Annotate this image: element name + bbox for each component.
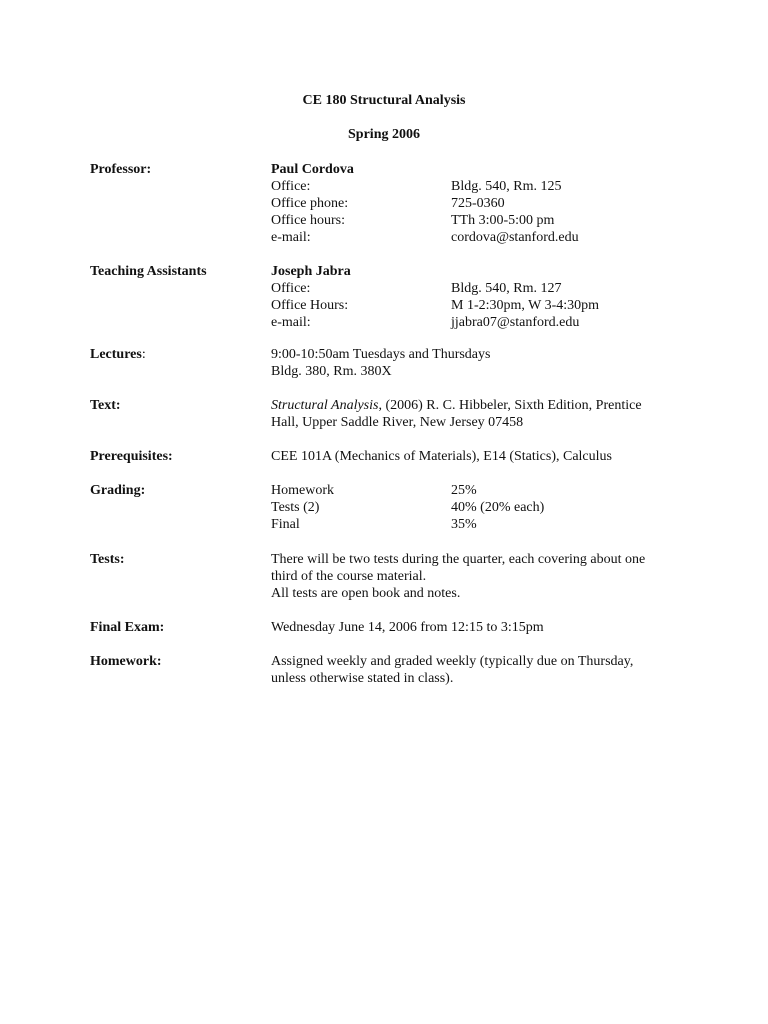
- professor-office-value: Bldg. 540, Rm. 125: [451, 179, 562, 194]
- lectures-label-colon: :: [141, 347, 146, 362]
- professor-office-key: Office:: [271, 179, 311, 194]
- grading-final-value: 35%: [451, 517, 477, 532]
- ta-keys: [271, 280, 348, 331]
- term-text: Spring 2006: [348, 127, 420, 142]
- final-exam-value: Wednesday June 14, 2006 from 12:15 to 3:15pm: [271, 620, 544, 635]
- grading-tests-key: Tests (2): [271, 500, 320, 515]
- lectures-label: [90, 346, 146, 363]
- tests-label: Tests:: [90, 552, 125, 567]
- text-info: [271, 397, 677, 431]
- final-exam-label: Final Exam:: [90, 620, 165, 635]
- text-line-2: Hall, Upper Saddle River, New Jersey 07458: [271, 415, 524, 430]
- professor-phone-value: 725-0360: [451, 196, 505, 211]
- grading-homework-key: Homework: [271, 483, 334, 498]
- text-book-title: Structural Analysis: [271, 398, 379, 413]
- professor-name: Paul Cordova: [271, 162, 354, 177]
- ta-email-key: e-mail:: [271, 315, 311, 330]
- ta-office-key: Office:: [271, 281, 311, 296]
- tests-line-1: There will be two tests during the quarter, each covering about one: [271, 552, 646, 567]
- professor-hours-value: TTh 3:00-5:00 pm: [451, 213, 555, 228]
- professor-values: [451, 178, 579, 246]
- ta-label: Teaching Assistants: [90, 264, 207, 279]
- grading-final-key: Final: [271, 517, 300, 532]
- tests-info: [271, 551, 677, 602]
- grading-tests-value: 40% (20% each): [451, 500, 545, 515]
- grading-label: Grading:: [90, 483, 146, 498]
- ta-office-value: Bldg. 540, Rm. 127: [451, 281, 562, 296]
- ta-hours-value: M 1-2:30pm, W 3-4:30pm: [451, 298, 600, 313]
- prerequisites-value: CEE 101A (Mechanics of Materials), E14 (Statics), Calculus: [271, 449, 612, 464]
- grading-values: [451, 482, 544, 533]
- professor-phone-key: Office phone:: [271, 196, 349, 211]
- professor-keys: [271, 178, 348, 246]
- lectures-info: [271, 346, 490, 380]
- term-heading: [0, 126, 768, 143]
- grading-homework-value: 25%: [451, 483, 477, 498]
- text-line-1-rest: , (2006) R. C. Hibbeler, Sixth Edition, Prentice: [378, 398, 642, 413]
- tests-line-2: third of the course material.: [271, 569, 427, 584]
- professor-email-key: e-mail:: [271, 230, 311, 245]
- homework-label: Homework:: [90, 654, 162, 669]
- homework-info: [271, 653, 677, 687]
- lectures-room: Bldg. 380, Rm. 380X: [271, 364, 392, 379]
- ta-email-value: jjabra07@stanford.edu: [451, 315, 580, 330]
- grading-keys: [271, 482, 334, 533]
- professor-hours-key: Office hours:: [271, 213, 345, 228]
- homework-line-1: Assigned weekly and graded weekly (typically due on Thursday,: [271, 654, 634, 669]
- text-line-1: [271, 397, 677, 414]
- text-label: Text:: [90, 398, 121, 413]
- homework-line-2: unless otherwise stated in class).: [271, 671, 454, 686]
- tests-line-3: All tests are open book and notes.: [271, 586, 461, 601]
- lectures-label-text: Lectures: [90, 347, 142, 362]
- ta-hours-key: Office Hours:: [271, 298, 349, 313]
- document-title: CE 180 Structural Analysis: [302, 93, 466, 108]
- prerequisites-label: Prerequisites:: [90, 449, 173, 464]
- ta-values: [451, 280, 599, 331]
- lectures-time: 9:00-10:50am Tuesdays and Thursdays: [271, 347, 491, 362]
- professor-email-value: cordova@stanford.edu: [451, 230, 579, 245]
- ta-name: Joseph Jabra: [271, 264, 351, 279]
- professor-label: Professor:: [90, 162, 152, 177]
